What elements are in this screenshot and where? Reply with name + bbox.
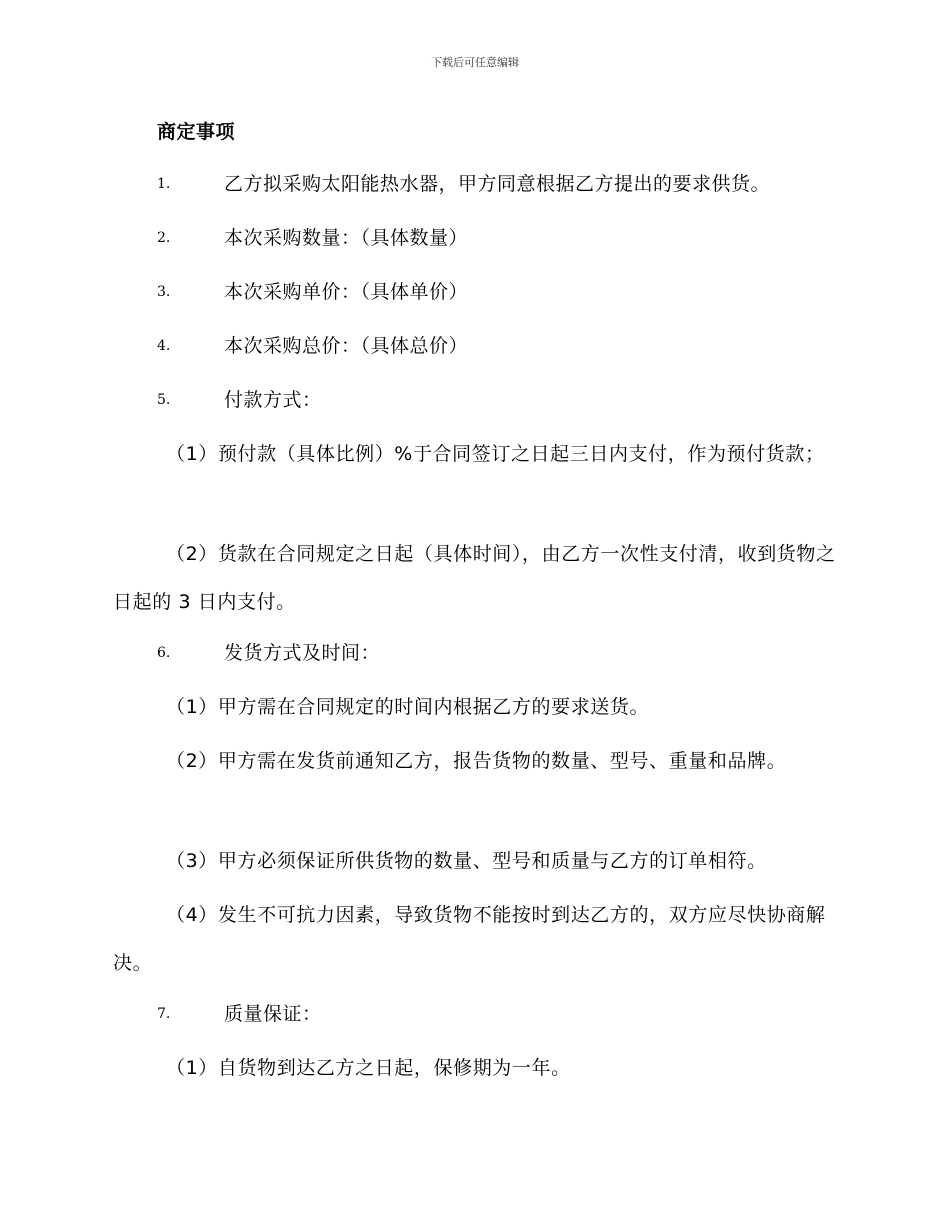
item-text: 付款方式： — [224, 389, 322, 411]
item-text: 本次采购单价：（具体单价） — [224, 281, 469, 303]
item-text: 本次采购总价：（具体总价） — [224, 335, 469, 357]
section-title: 商定事项 — [157, 121, 236, 143]
quality-clause-1: （1）自货物到达乙方之日起，保修期为一年。 — [166, 1057, 571, 1079]
item-number: 7. — [157, 1006, 171, 1022]
shipping-clause-2: （2）甲方需在发货前通知乙方，报告货物的数量、型号、重量和品牌。 — [166, 750, 787, 772]
payment-clause-1: （1）预付款（具体比例）%于合同签订之日起三日内支付，作为预付货款； — [166, 443, 825, 465]
item-number: 1. — [157, 176, 171, 192]
item-number: 5. — [157, 392, 171, 408]
item-text: 乙方拟采购太阳能热水器，甲方同意根据乙方提出的要求供货。 — [224, 173, 771, 195]
item-text: 发货方式及时间： — [224, 642, 381, 664]
item-number: 6. — [157, 645, 171, 661]
header-note: 下载后可任意编辑 — [431, 56, 519, 69]
item-number: 2. — [157, 230, 171, 246]
payment-clause-2: （2）货款在合同规定之日起（具体时间），由乙方一次性支付清，收到货物之日起的 3 日内支付。 — [113, 543, 836, 613]
item-text: 质量保证： — [224, 1003, 322, 1025]
item-text: 本次采购数量：（具体数量） — [224, 227, 469, 249]
shipping-clause-1: （1）甲方需在合同规定的时间内根据乙方的要求送货。 — [166, 696, 650, 718]
item-number: 4. — [157, 338, 171, 354]
item-number: 3. — [157, 284, 171, 300]
shipping-clause-3: （3）甲方必须保证所供货物的数量、型号和质量与乙方的订单相符。 — [166, 850, 767, 872]
shipping-clause-4: （4）发生不可抗力因素，导致货物不能按时到达乙方的，双方应尽快协商解决。 — [113, 904, 826, 974]
